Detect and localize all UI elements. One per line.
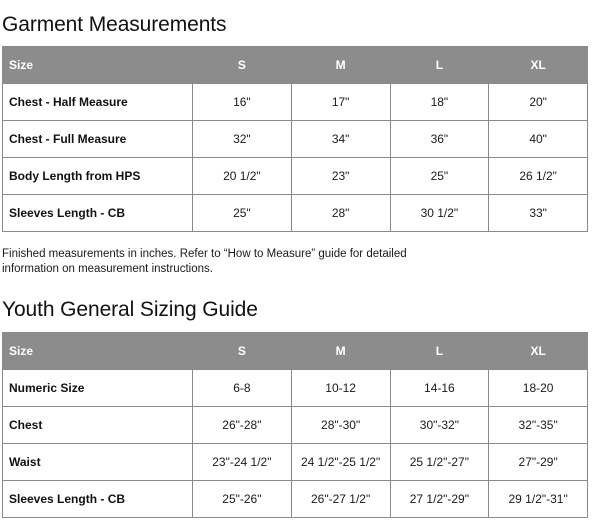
table-cell: 26 1/2" (489, 158, 588, 195)
youth-sizing-guide-title: Youth General Sizing Guide (2, 298, 258, 321)
table-row (3, 158, 588, 195)
table-row (3, 444, 588, 481)
table-cell: 40" (489, 121, 588, 158)
table-row (3, 121, 588, 158)
table-cell: 14-16 (390, 370, 489, 407)
header-cell-m: M (291, 333, 390, 370)
table-row (3, 84, 588, 121)
measurement-note (2, 247, 472, 277)
table-row (3, 370, 588, 407)
table-cell: 20 1/2" (193, 158, 292, 195)
table-cell: 10-12 (291, 370, 390, 407)
table-cell: 28"-30" (291, 407, 390, 444)
header-cell-l: L (390, 333, 489, 370)
table-cell: 25 1/2"-27" (390, 444, 489, 481)
table-cell: 20" (489, 84, 588, 121)
row-label: Waist (3, 444, 193, 481)
header-cell-size: Size (3, 47, 193, 84)
youth-sizing-table (2, 332, 588, 518)
table-cell: 29 1/2"-31" (489, 481, 588, 518)
table-cell: 23"-24 1/2" (193, 444, 292, 481)
table-cell: 34" (291, 121, 390, 158)
table-cell: 33" (489, 195, 588, 232)
table-header-row (3, 333, 588, 370)
table-cell: 32" (193, 121, 292, 158)
row-label: Sleeves Length - CB (3, 195, 193, 232)
table-cell: 27 1/2"-29" (390, 481, 489, 518)
table-cell: 24 1/2"-25 1/2" (291, 444, 390, 481)
row-label: Body Length from HPS (3, 158, 193, 195)
header-cell-xl: XL (489, 47, 588, 84)
header-cell-l: L (390, 47, 489, 84)
measurement-note-line-1: Finished measurements in inches. Refer to “How to Measure” guide for detailed (2, 248, 407, 260)
table-header-row (3, 47, 588, 84)
table-cell: 30 1/2" (390, 195, 489, 232)
table-cell: 25"-26" (193, 481, 292, 518)
table-cell: 25" (390, 158, 489, 195)
header-cell-xl: XL (489, 333, 588, 370)
table-cell: 18" (390, 84, 489, 121)
table-cell: 25" (193, 195, 292, 232)
row-label: Numeric Size (3, 370, 193, 407)
table-cell: 28" (291, 195, 390, 232)
table-cell: 36" (390, 121, 489, 158)
table-cell: 23" (291, 158, 390, 195)
measurement-note-line-2: information on measurement instructions. (2, 263, 213, 275)
table-cell: 16" (193, 84, 292, 121)
table-cell: 27"-29" (489, 444, 588, 481)
table-cell: 17" (291, 84, 390, 121)
table-cell: 30"-32" (390, 407, 489, 444)
table-cell: 26"-28" (193, 407, 292, 444)
header-cell-m: M (291, 47, 390, 84)
header-cell-s: S (193, 333, 292, 370)
table-row (3, 195, 588, 232)
table-row (3, 481, 588, 518)
header-cell-size: Size (3, 333, 193, 370)
row-label: Chest (3, 407, 193, 444)
table-row (3, 407, 588, 444)
row-label: Chest - Half Measure (3, 84, 193, 121)
garment-measurements-table (2, 46, 588, 232)
row-label: Sleeves Length - CB (3, 481, 193, 518)
table-cell: 32"-35" (489, 407, 588, 444)
table-cell: 6-8 (193, 370, 292, 407)
table-cell: 18-20 (489, 370, 588, 407)
row-label: Chest - Full Measure (3, 121, 193, 158)
header-cell-s: S (193, 47, 292, 84)
table-cell: 26"-27 1/2" (291, 481, 390, 518)
garment-measurements-title: Garment Measurements (2, 13, 227, 36)
